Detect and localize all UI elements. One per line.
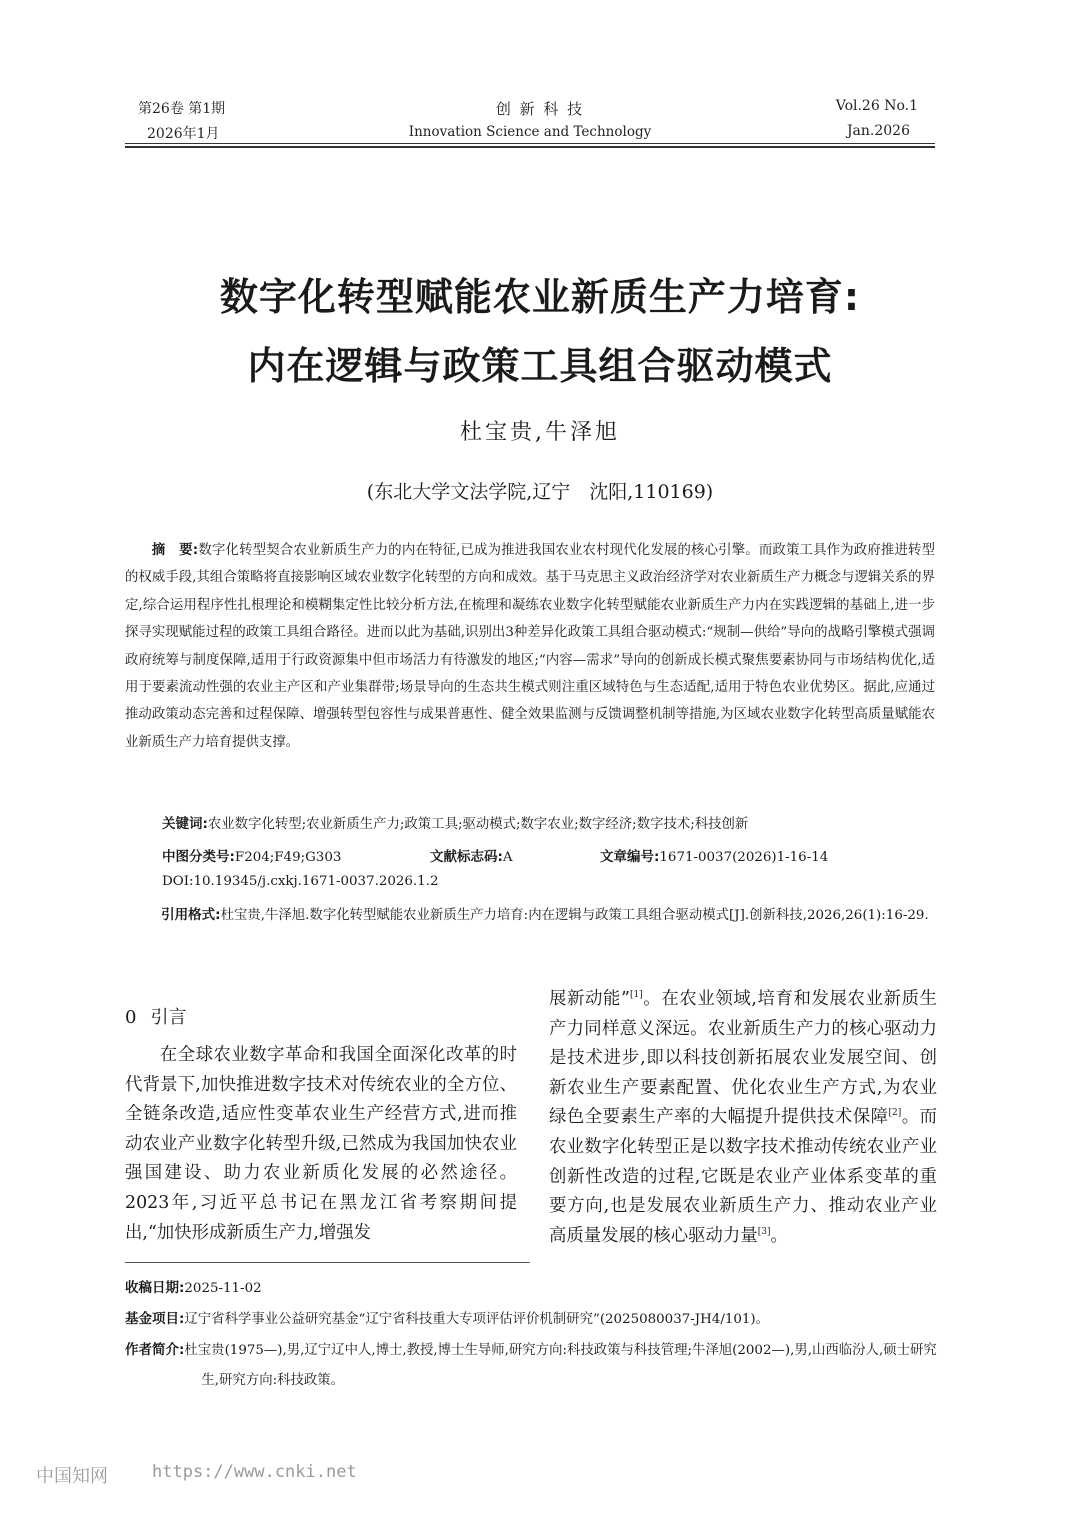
body-right-text-4: 。	[770, 1225, 788, 1246]
header-volume-en: Vol.26 No.1	[835, 98, 918, 114]
reference-2[interactable]: [2]	[888, 1108, 902, 1119]
document-code	[430, 845, 513, 865]
header-date-en: Jan.2026	[846, 123, 910, 139]
header-rule	[125, 143, 935, 144]
abstract	[125, 537, 935, 756]
watermark-name: 中国知网	[36, 1466, 108, 1487]
header-rule-thick	[125, 146, 935, 148]
fund-value: 辽宁省科学事业公益研究基金“辽宁省科技重大专项评估评价机制研究”(2025080037-JH4/101)。	[184, 1312, 770, 1327]
author-bio-value: 杜宝贵(1975—),男,辽宁辽中人,博士,教授,博士生导师,研究方向:科技政策与科技管理;牛泽旭(2002—),男,山西临汾人,硕士研究生,研究方向:科技政策。	[184, 1343, 937, 1388]
reference-1[interactable]: [1]	[629, 990, 643, 1001]
fund-project	[125, 1304, 937, 1335]
received-date	[125, 1273, 937, 1304]
section-title: 引言	[150, 1007, 187, 1028]
body-right-column	[549, 985, 937, 1251]
citation	[125, 900, 935, 931]
doi: DOI:10.19345/j.cxkj.1671-0037.2026.1.2	[162, 874, 439, 889]
header-journal-cn: 创 新 科 技	[495, 100, 585, 118]
title-line-1: 数字化转型赋能农业新质生产力培育:	[219, 275, 861, 319]
clc-label: 中图分类号:	[162, 849, 235, 865]
article-number	[600, 845, 828, 865]
citation-label: 引用格式:	[161, 907, 221, 923]
section-number: 0	[125, 1007, 137, 1028]
header-volume-issue: 第26卷 第1期	[138, 101, 226, 117]
abstract-text: 数字化转型契合农业新质生产力的内在特征,已成为推进我国农业农村现代化发展的核心引擎。而政策工具作为政府推进转型的权威手段,其组合策略将直接影响区域农业数字化转型的方向和成效。基于马克思主义政治经济学对农业新质生产力概念与逻辑关系的界定,综合运用程序性扎根理论和模糊集定性比较分析方法,在梳理和凝练农业数字化转型赋能农业新质生产力内在实践逻辑的基础上,进一步探寻实现赋能过程的政策工具组合路径。进而以此为基础,识别出3种差异化政策工具组合驱动模式:“规制—供给”导向的战略引擎模式强调政府统筹与制度保障,适用于行政资源集中但市场活力有待激发的地区;“内容—需求”导向的创新成长模式聚焦要素协同与市场结构优化,适用于要素流动性强的农业主产区和产业集群带;场景导向的生态共生模式则注重区域特色与生态适配,适用于特色农业优势区。据此,应通过推动政策动态完善和过程保障、增强转型包容性与成果普惠性、健全效果监测与反馈调整机制等措施,为区域农业数字化转型高质量赋能农业新质生产力培育提供支撑。	[125, 543, 935, 750]
header-date-cn: 2026年1月	[147, 126, 220, 142]
doc-code-value: A	[502, 850, 513, 865]
footnote-rule	[125, 1262, 530, 1263]
reference-3[interactable]: [3]	[757, 1226, 771, 1237]
body-right-text-3: 。而农业数字化转型正是以数字技术推动传统农业产业创新性改造的过程,它既是农业产业体系变革的重要方向,也是发展农业新质生产力、推动农业产业高质量发展的核心驱动力量	[549, 1107, 937, 1246]
clc-number	[162, 845, 341, 865]
body-right-text-1: 展新动能”	[549, 989, 630, 1009]
title-line-2: 内在逻辑与政策工具组合驱动模式	[247, 344, 833, 388]
doc-code-label: 文献标志码:	[430, 849, 503, 865]
section-heading	[125, 1003, 186, 1029]
citation-text: 杜宝贵,牛泽旭.数字化转型赋能农业新质生产力培育:内在逻辑与政策工具组合驱动模式[J].创新科技,2026,26(1):16-29.	[220, 908, 929, 923]
body-right-text-2: 。在农业领域,培育和发展农业新质生产力同样意义深远。农业新质生产力的核心驱动力是技术进步,即以科技创新拓展农业发展空间、创新农业生产要素配置、优化农业生产方式,为农业绿色全要素生产率的大幅提升提供技术保障	[549, 989, 937, 1128]
authors: 杜宝贵,牛泽旭	[460, 420, 620, 445]
article-number-label: 文章编号:	[600, 849, 660, 865]
keywords	[162, 812, 748, 832]
abstract-label: 摘 要:	[151, 542, 199, 558]
received-value: 2025-11-02	[184, 1281, 262, 1296]
received-label: 收稿日期:	[125, 1280, 185, 1296]
clc-value: F204;F49;G303	[234, 850, 342, 865]
header-journal-en: Innovation Science and Technology	[408, 124, 652, 140]
keywords-text: 农业数字化转型;农业新质生产力;政策工具;驱动模式;数字农业;数字经济;数字技术;科技创新	[207, 817, 749, 832]
author-bio	[125, 1335, 937, 1396]
article-number-value: 1671-0037(2026)1-16-14	[659, 850, 829, 865]
body-left-column: 在全球农业数字革命和我国全面深化改革的时代背景下,加快推进数字技术对传统农业的全方位、全链条改造,适应性变革农业生产经营方式,进而推动农业产业数字化转型升级,已然成为我国加快农业强国建设、助力农业新质化发展的必然途径。2023年,习近平总书记在黑龙江省考察期间提出,“加快形成新质生产力,增强发	[125, 1045, 517, 1243]
keywords-label: 关键词:	[162, 816, 208, 832]
affiliation: (东北大学文法学院,辽宁 沈阳,110169)	[366, 481, 714, 503]
watermark-url[interactable]: https://www.cnki.net	[152, 1462, 357, 1482]
fund-label: 基金项目:	[125, 1311, 185, 1327]
author-bio-label: 作者简介:	[125, 1342, 185, 1358]
